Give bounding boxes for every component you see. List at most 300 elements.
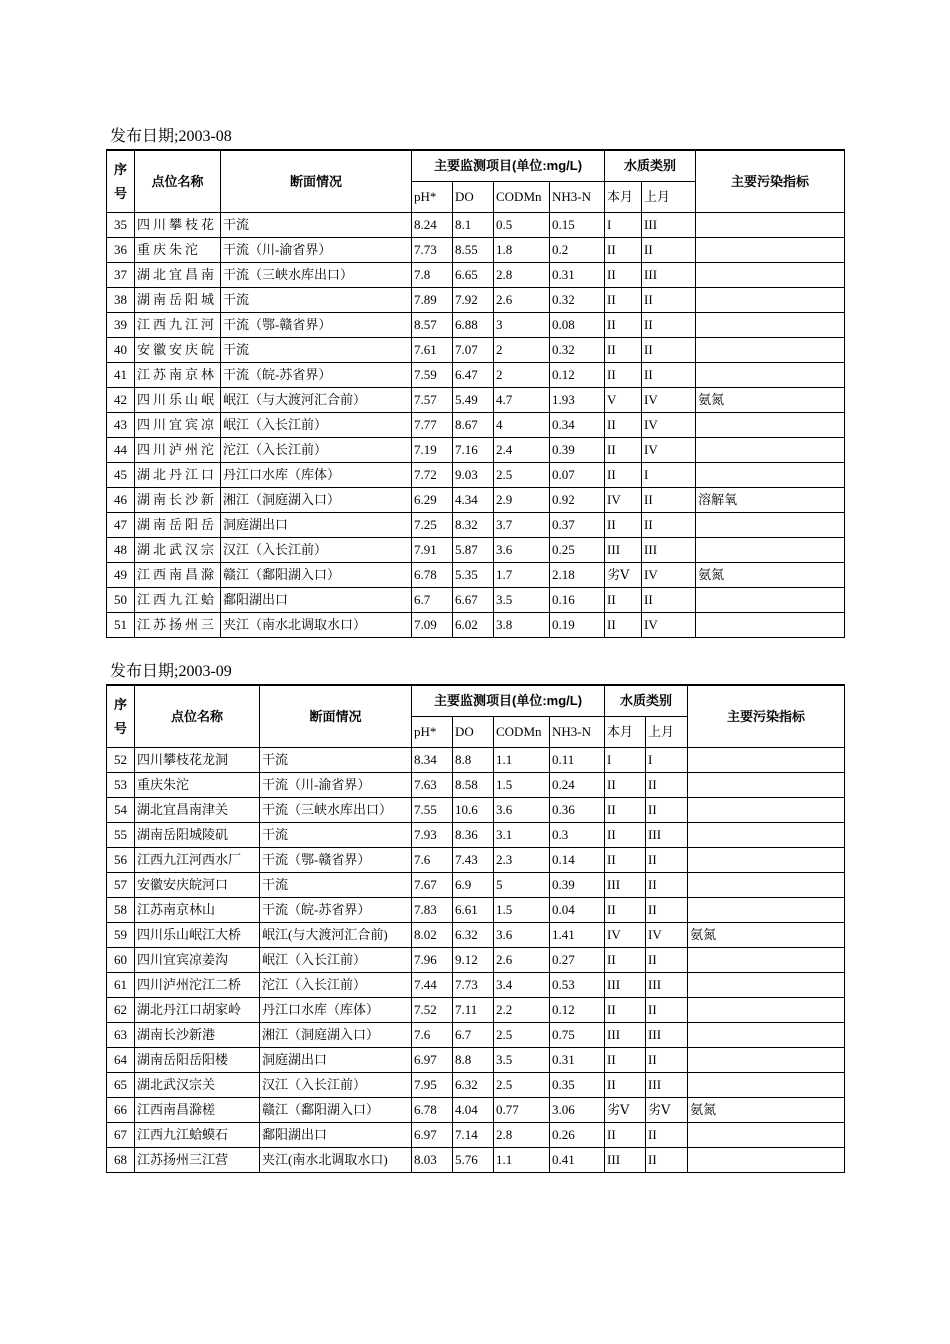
cell-ph: 6.7 <box>412 588 453 613</box>
cell-codmn: 2.3 <box>494 848 550 873</box>
header-ph: pH* <box>412 182 453 213</box>
cell-last-month: III <box>646 1023 688 1048</box>
cell-this-month: IV <box>605 923 646 948</box>
header-do: DO <box>453 717 494 748</box>
cell-seq: 41 <box>107 363 135 388</box>
cell-section: 干流（三峡水库出口） <box>221 263 412 288</box>
cell-location: 湖南岳阳岳阳楼 <box>135 1048 260 1073</box>
cell-last-month: II <box>642 313 696 338</box>
cell-codmn: 2 <box>494 363 550 388</box>
cell-ph: 7.09 <box>412 613 453 638</box>
cell-do: 5.49 <box>453 388 494 413</box>
cell-do: 10.6 <box>453 798 494 823</box>
cell-section: 干流 <box>260 873 412 898</box>
cell-do: 5.35 <box>453 563 494 588</box>
cell-do: 7.07 <box>453 338 494 363</box>
cell-location: 湖北宜昌南津关 <box>135 798 260 823</box>
cell-pollutant <box>696 213 845 238</box>
header-location: 点位名称 <box>135 150 221 213</box>
header-seq: 序 号 <box>107 150 135 213</box>
cell-seq: 63 <box>107 1023 135 1048</box>
table-row <box>107 823 845 848</box>
cell-location: 江苏扬州三 <box>135 613 221 638</box>
cell-do: 8.32 <box>453 513 494 538</box>
cell-do: 7.11 <box>453 998 494 1023</box>
cell-seq: 43 <box>107 413 135 438</box>
cell-location: 四川攀枝花龙洞 <box>135 748 260 773</box>
table-row <box>107 538 845 563</box>
header-pollutant: 主要污染指标 <box>688 685 845 748</box>
cell-location: 安徽安庆皖河口 <box>135 873 260 898</box>
cell-codmn: 1.7 <box>494 563 550 588</box>
table-row <box>107 973 845 998</box>
table-row <box>107 513 845 538</box>
header-monitor-group: 主要监测项目(单位:mg/L) <box>412 150 605 182</box>
cell-pollutant: 氨氮 <box>688 923 845 948</box>
cell-nh3n: 0.32 <box>550 338 605 363</box>
cell-nh3n: 0.3 <box>550 823 605 848</box>
cell-section: 赣江（鄱阳湖入口） <box>221 563 412 588</box>
cell-nh3n: 0.75 <box>550 1023 605 1048</box>
cell-nh3n: 0.32 <box>550 288 605 313</box>
cell-this-month: II <box>605 313 642 338</box>
cell-pollutant <box>688 973 845 998</box>
cell-last-month: III <box>642 538 696 563</box>
table-row <box>107 313 845 338</box>
cell-last-month: III <box>642 263 696 288</box>
cell-seq: 68 <box>107 1148 135 1173</box>
cell-location: 江西九江蛤蟆石 <box>135 1123 260 1148</box>
cell-last-month: IV <box>642 613 696 638</box>
cell-last-month: IV <box>642 438 696 463</box>
header-pollutant: 主要污染指标 <box>696 150 845 213</box>
cell-this-month: II <box>605 413 642 438</box>
header-last-month: 上月 <box>642 182 696 213</box>
cell-section: 鄱阳湖出口 <box>221 588 412 613</box>
cell-do: 8.67 <box>453 413 494 438</box>
cell-codmn: 3.6 <box>494 538 550 563</box>
cell-nh3n: 0.35 <box>550 1073 605 1098</box>
cell-ph: 7.57 <box>412 388 453 413</box>
cell-do: 8.8 <box>453 748 494 773</box>
cell-seq: 62 <box>107 998 135 1023</box>
cell-this-month: II <box>605 773 646 798</box>
cell-codmn: 5 <box>494 873 550 898</box>
cell-pollutant <box>688 898 845 923</box>
cell-codmn: 1.1 <box>494 748 550 773</box>
cell-section: 鄱阳湖出口 <box>260 1123 412 1148</box>
cell-section: 干流 <box>260 748 412 773</box>
cell-nh3n: 0.07 <box>550 463 605 488</box>
cell-ph: 6.78 <box>412 1098 453 1123</box>
cell-nh3n: 0.31 <box>550 1048 605 1073</box>
cell-this-month: IV <box>605 488 642 513</box>
cell-last-month: II <box>642 363 696 388</box>
table-row <box>107 613 845 638</box>
header-ph: pH* <box>412 717 453 748</box>
cell-nh3n: 0.26 <box>550 1123 605 1148</box>
cell-section: 干流（鄂-赣省界） <box>221 313 412 338</box>
cell-do: 9.03 <box>453 463 494 488</box>
cell-ph: 7.52 <box>412 998 453 1023</box>
table-row <box>107 438 845 463</box>
cell-nh3n: 0.25 <box>550 538 605 563</box>
cell-location: 四川乐山岷江大桥 <box>135 923 260 948</box>
cell-ph: 7.44 <box>412 973 453 998</box>
cell-last-month: II <box>646 1123 688 1148</box>
cell-location: 湖北宜昌南 <box>135 263 221 288</box>
cell-pollutant: 氨氮 <box>688 1098 845 1123</box>
table-row <box>107 338 845 363</box>
cell-do: 8.8 <box>453 1048 494 1073</box>
cell-location: 湖北武汉宗 <box>135 538 221 563</box>
cell-last-month: II <box>646 848 688 873</box>
cell-do: 7.43 <box>453 848 494 873</box>
cell-last-month: II <box>642 488 696 513</box>
cell-codmn: 1.8 <box>494 238 550 263</box>
cell-ph: 8.34 <box>412 748 453 773</box>
cell-nh3n: 0.19 <box>550 613 605 638</box>
cell-seq: 51 <box>107 613 135 638</box>
cell-location: 江西九江河西水厂 <box>135 848 260 873</box>
cell-nh3n: 1.41 <box>550 923 605 948</box>
cell-last-month: I <box>642 463 696 488</box>
cell-do: 5.76 <box>453 1148 494 1173</box>
cell-nh3n: 0.16 <box>550 588 605 613</box>
cell-codmn: 3.6 <box>494 798 550 823</box>
cell-section: 干流（川-渝省界） <box>260 773 412 798</box>
cell-nh3n: 0.37 <box>550 513 605 538</box>
cell-seq: 50 <box>107 588 135 613</box>
cell-location: 重庆朱沱 <box>135 238 221 263</box>
table-row <box>107 1098 845 1123</box>
cell-ph: 7.72 <box>412 463 453 488</box>
cell-pollutant <box>688 948 845 973</box>
cell-section: 洞庭湖出口 <box>221 513 412 538</box>
cell-ph: 7.77 <box>412 413 453 438</box>
cell-pollutant <box>688 798 845 823</box>
table-row <box>107 848 845 873</box>
cell-pollutant <box>688 748 845 773</box>
cell-last-month: III <box>646 1073 688 1098</box>
cell-this-month: II <box>605 848 646 873</box>
cell-location: 江苏扬州三江营 <box>135 1148 260 1173</box>
cell-section: 岷江(与大渡河汇合前) <box>260 923 412 948</box>
section-title-2003-08: 发布日期;2003-08 <box>110 128 232 145</box>
cell-seq: 49 <box>107 563 135 588</box>
cell-pollutant <box>696 588 845 613</box>
cell-section: 汉江（入长江前） <box>221 538 412 563</box>
header-location: 点位名称 <box>135 685 260 748</box>
cell-section: 洞庭湖出口 <box>260 1048 412 1073</box>
table-row <box>107 363 845 388</box>
cell-do: 6.88 <box>453 313 494 338</box>
cell-seq: 54 <box>107 798 135 823</box>
cell-last-month: II <box>646 898 688 923</box>
cell-codmn: 2.5 <box>494 463 550 488</box>
table-row <box>107 388 845 413</box>
cell-nh3n: 1.93 <box>550 388 605 413</box>
header-codmn: CODMn <box>494 182 550 213</box>
cell-this-month: I <box>605 213 642 238</box>
cell-ph: 8.24 <box>412 213 453 238</box>
cell-this-month: II <box>605 613 642 638</box>
cell-section: 岷江（入长江前） <box>221 413 412 438</box>
table-row <box>107 588 845 613</box>
cell-ph: 7.91 <box>412 538 453 563</box>
cell-seq: 61 <box>107 973 135 998</box>
cell-section: 干流（川-渝省界） <box>221 238 412 263</box>
cell-pollutant <box>696 288 845 313</box>
cell-nh3n: 0.15 <box>550 213 605 238</box>
cell-codmn: 1.5 <box>494 898 550 923</box>
header-do: DO <box>453 182 494 213</box>
table-row <box>107 998 845 1023</box>
cell-pollutant <box>688 848 845 873</box>
header-this-month: 本月 <box>605 182 642 213</box>
cell-last-month: III <box>646 823 688 848</box>
cell-last-month: II <box>642 513 696 538</box>
cell-last-month: II <box>646 798 688 823</box>
table-row <box>107 1073 845 1098</box>
cell-codmn: 2.8 <box>494 263 550 288</box>
cell-ph: 6.29 <box>412 488 453 513</box>
table-row <box>107 288 845 313</box>
water-quality-table-2003-08 <box>106 149 845 638</box>
cell-pollutant <box>688 773 845 798</box>
table-row <box>107 238 845 263</box>
cell-do: 8.36 <box>453 823 494 848</box>
cell-do: 7.73 <box>453 973 494 998</box>
cell-this-month: II <box>605 588 642 613</box>
cell-last-month: II <box>646 1148 688 1173</box>
cell-location: 湖南岳阳城 <box>135 288 221 313</box>
cell-this-month: III <box>605 1148 646 1173</box>
cell-nh3n: 0.92 <box>550 488 605 513</box>
cell-last-month: IV <box>642 413 696 438</box>
cell-ph: 7.83 <box>412 898 453 923</box>
table-row <box>107 1023 845 1048</box>
table-row <box>107 488 845 513</box>
cell-codmn: 1.5 <box>494 773 550 798</box>
cell-last-month: III <box>642 213 696 238</box>
cell-codmn: 2.2 <box>494 998 550 1023</box>
header-nh3n: NH3-N <box>550 717 605 748</box>
cell-ph: 7.25 <box>412 513 453 538</box>
cell-location: 湖南长沙新港 <box>135 1023 260 1048</box>
cell-section: 干流（皖-苏省界） <box>221 363 412 388</box>
cell-last-month: II <box>642 338 696 363</box>
cell-location: 湖南长沙新 <box>135 488 221 513</box>
cell-codmn: 3 <box>494 313 550 338</box>
cell-pollutant <box>696 613 845 638</box>
cell-ph: 7.59 <box>412 363 453 388</box>
cell-last-month: 劣Ⅴ <box>646 1098 688 1123</box>
cell-section: 干流（皖-苏省界） <box>260 898 412 923</box>
cell-pollutant <box>696 538 845 563</box>
cell-seq: 45 <box>107 463 135 488</box>
cell-nh3n: 0.11 <box>550 748 605 773</box>
cell-seq: 55 <box>107 823 135 848</box>
cell-location: 江西南昌滁 <box>135 563 221 588</box>
cell-codmn: 2.8 <box>494 1123 550 1148</box>
cell-do: 7.14 <box>453 1123 494 1148</box>
cell-codmn: 2.6 <box>494 288 550 313</box>
cell-seq: 56 <box>107 848 135 873</box>
table-row <box>107 948 845 973</box>
cell-pollutant <box>688 1048 845 1073</box>
cell-do: 6.9 <box>453 873 494 898</box>
cell-codmn: 2.4 <box>494 438 550 463</box>
cell-nh3n: 0.39 <box>550 438 605 463</box>
cell-nh3n: 3.06 <box>550 1098 605 1123</box>
cell-do: 6.61 <box>453 898 494 923</box>
cell-do: 7.92 <box>453 288 494 313</box>
cell-do: 6.67 <box>453 588 494 613</box>
cell-this-month: III <box>605 973 646 998</box>
header-this-month: 本月 <box>605 717 646 748</box>
cell-this-month: II <box>605 1048 646 1073</box>
cell-location: 四川宜宾凉 <box>135 413 221 438</box>
cell-section: 干流 <box>221 288 412 313</box>
cell-location: 四川泸州沱江二桥 <box>135 973 260 998</box>
cell-last-month: III <box>646 973 688 998</box>
table-row <box>107 773 845 798</box>
cell-ph: 7.6 <box>412 848 453 873</box>
section-title-2003-09: 发布日期;2003-09 <box>110 663 232 680</box>
cell-pollutant <box>696 438 845 463</box>
cell-do: 6.65 <box>453 263 494 288</box>
cell-section: 干流（鄂-赣省界） <box>260 848 412 873</box>
cell-section: 干流 <box>221 213 412 238</box>
cell-this-month: II <box>605 363 642 388</box>
cell-ph: 6.78 <box>412 563 453 588</box>
cell-codmn: 0.77 <box>494 1098 550 1123</box>
cell-nh3n: 0.34 <box>550 413 605 438</box>
cell-location: 湖北丹江口胡家岭 <box>135 998 260 1023</box>
cell-codmn: 3.5 <box>494 1048 550 1073</box>
cell-section: 夹江（南水北调取水口） <box>221 613 412 638</box>
cell-location: 重庆朱沱 <box>135 773 260 798</box>
cell-this-month: II <box>605 438 642 463</box>
cell-this-month: I <box>605 748 646 773</box>
cell-nh3n: 0.39 <box>550 873 605 898</box>
cell-last-month: II <box>646 948 688 973</box>
cell-location: 四川攀枝花 <box>135 213 221 238</box>
cell-last-month: II <box>642 238 696 263</box>
header-class-group: 水质类别 <box>605 150 696 182</box>
table-row <box>107 263 845 288</box>
cell-pollutant <box>688 1023 845 1048</box>
cell-this-month: II <box>605 238 642 263</box>
cell-seq: 46 <box>107 488 135 513</box>
cell-seq: 67 <box>107 1123 135 1148</box>
cell-ph: 7.96 <box>412 948 453 973</box>
cell-ph: 8.03 <box>412 1148 453 1173</box>
cell-codmn: 2.5 <box>494 1073 550 1098</box>
cell-seq: 44 <box>107 438 135 463</box>
header-section: 断面情况 <box>221 150 412 213</box>
cell-this-month: II <box>605 463 642 488</box>
cell-seq: 48 <box>107 538 135 563</box>
cell-this-month: II <box>605 1073 646 1098</box>
cell-location: 江西九江蛤 <box>135 588 221 613</box>
cell-ph: 7.55 <box>412 798 453 823</box>
cell-pollutant: 溶解氧 <box>696 488 845 513</box>
table-row <box>107 463 845 488</box>
cell-pollutant: 氨氮 <box>696 563 845 588</box>
cell-nh3n: 0.2 <box>550 238 605 263</box>
table-row <box>107 563 845 588</box>
cell-nh3n: 0.14 <box>550 848 605 873</box>
cell-codmn: 2 <box>494 338 550 363</box>
cell-location: 湖北丹江口 <box>135 463 221 488</box>
cell-nh3n: 0.53 <box>550 973 605 998</box>
cell-this-month: III <box>605 873 646 898</box>
cell-section: 赣江（鄱阳湖入口） <box>260 1098 412 1123</box>
cell-seq: 57 <box>107 873 135 898</box>
cell-location: 湖南岳阳城陵矶 <box>135 823 260 848</box>
cell-do: 6.7 <box>453 1023 494 1048</box>
cell-this-month: II <box>605 263 642 288</box>
cell-pollutant <box>696 263 845 288</box>
cell-location: 湖南岳阳岳 <box>135 513 221 538</box>
cell-seq: 36 <box>107 238 135 263</box>
cell-this-month: V <box>605 388 642 413</box>
cell-do: 8.1 <box>453 213 494 238</box>
table-row <box>107 798 845 823</box>
cell-section: 丹江口水库（库体） <box>260 998 412 1023</box>
cell-codmn: 4.7 <box>494 388 550 413</box>
cell-section: 沱江（入长江前） <box>221 438 412 463</box>
cell-codmn: 1.1 <box>494 1148 550 1173</box>
cell-codmn: 3.7 <box>494 513 550 538</box>
cell-seq: 42 <box>107 388 135 413</box>
cell-this-month: II <box>605 338 642 363</box>
cell-last-month: II <box>646 873 688 898</box>
cell-this-month: II <box>605 998 646 1023</box>
cell-ph: 6.97 <box>412 1048 453 1073</box>
cell-ph: 7.95 <box>412 1073 453 1098</box>
cell-codmn: 3.1 <box>494 823 550 848</box>
cell-seq: 59 <box>107 923 135 948</box>
cell-codmn: 3.6 <box>494 923 550 948</box>
cell-do: 7.16 <box>453 438 494 463</box>
cell-nh3n: 0.04 <box>550 898 605 923</box>
cell-this-month: 劣Ⅴ <box>605 1098 646 1123</box>
cell-nh3n: 0.12 <box>550 998 605 1023</box>
cell-seq: 53 <box>107 773 135 798</box>
cell-ph: 7.8 <box>412 263 453 288</box>
cell-codmn: 4 <box>494 413 550 438</box>
cell-do: 6.02 <box>453 613 494 638</box>
cell-ph: 7.6 <box>412 1023 453 1048</box>
cell-pollutant <box>696 363 845 388</box>
cell-this-month: II <box>605 1123 646 1148</box>
cell-codmn: 0.5 <box>494 213 550 238</box>
cell-seq: 37 <box>107 263 135 288</box>
cell-last-month: II <box>642 288 696 313</box>
cell-do: 8.55 <box>453 238 494 263</box>
cell-section: 汉江（入长江前） <box>260 1073 412 1098</box>
cell-codmn: 2.5 <box>494 1023 550 1048</box>
table-row <box>107 923 845 948</box>
cell-section: 岷江（入长江前） <box>260 948 412 973</box>
table-row <box>107 1148 845 1173</box>
header-codmn: CODMn <box>494 717 550 748</box>
cell-codmn: 3.5 <box>494 588 550 613</box>
cell-last-month: II <box>646 1048 688 1073</box>
